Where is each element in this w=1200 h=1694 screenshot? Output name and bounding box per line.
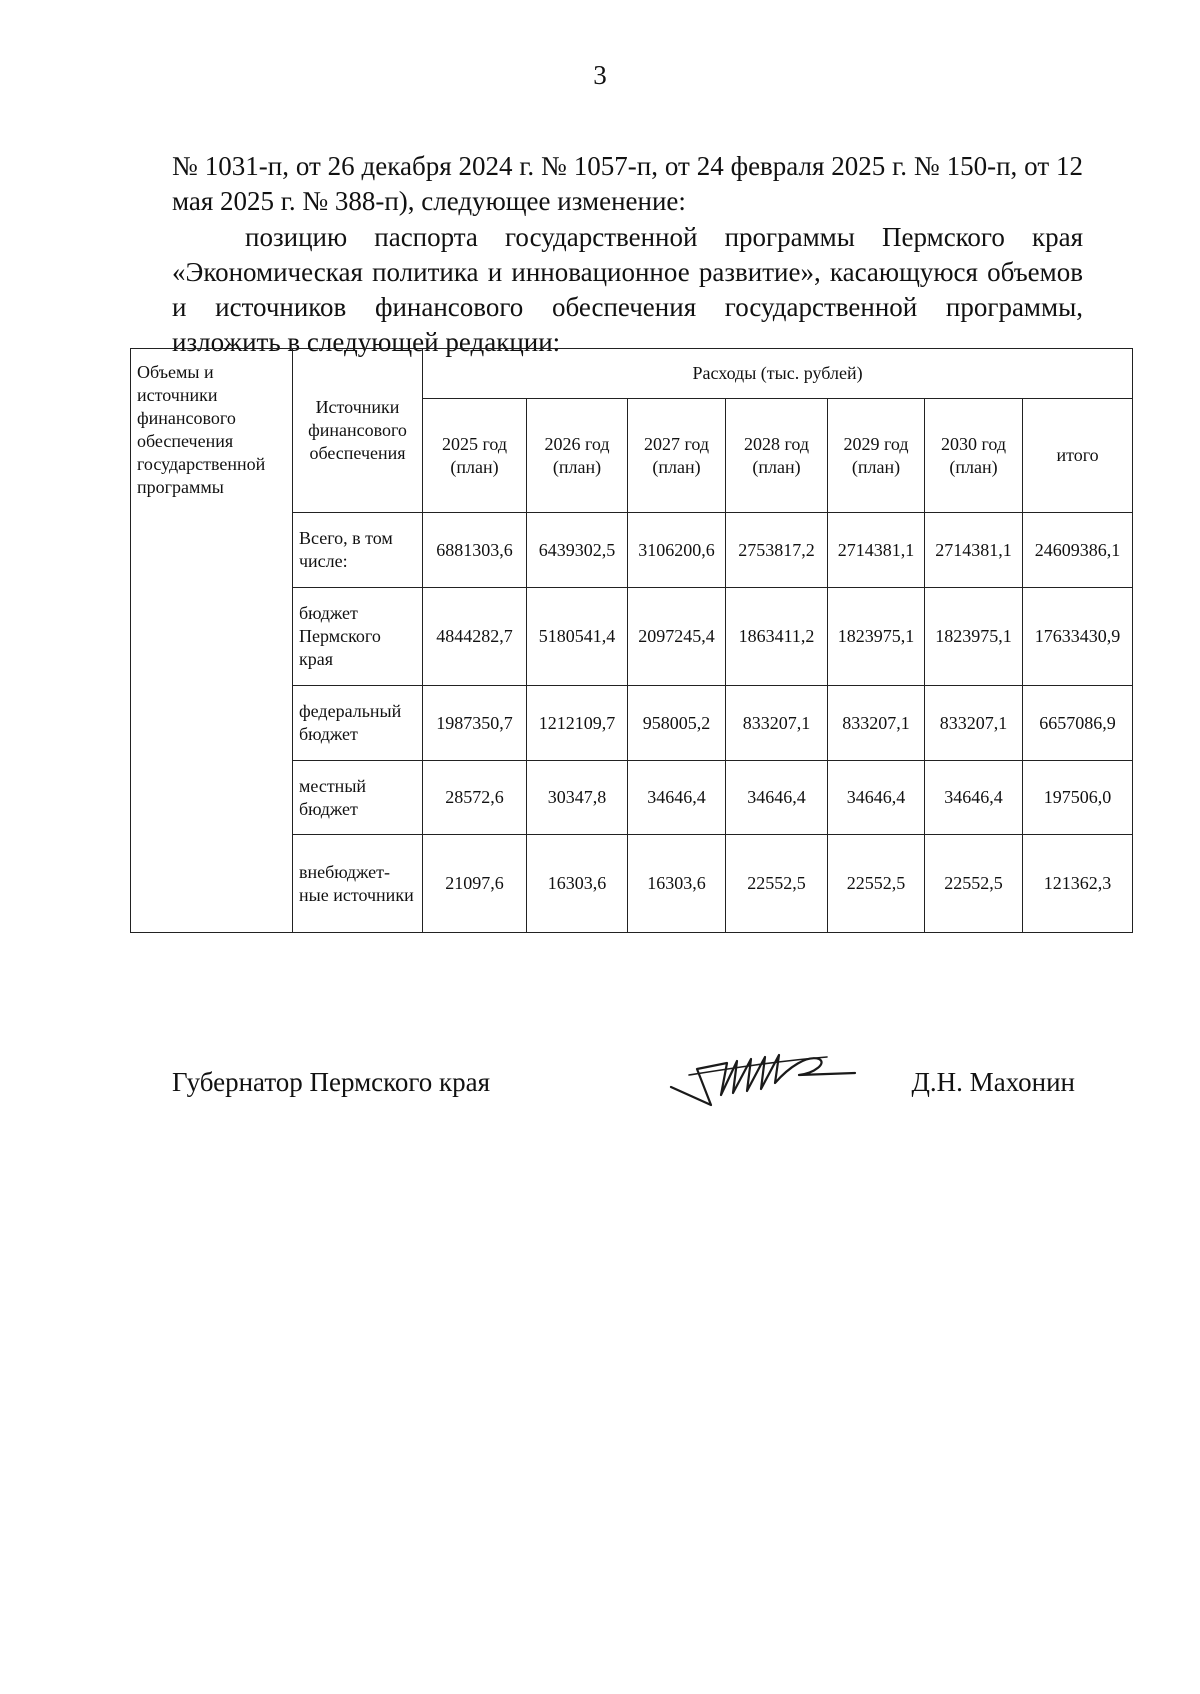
value-cell: 21097,6 bbox=[423, 835, 527, 933]
expenses-header: Расходы (тыс. рублей) bbox=[423, 349, 1133, 399]
value-cell: 121362,3 bbox=[1023, 835, 1133, 933]
value-cell: 6439302,5 bbox=[527, 513, 628, 588]
value-cell: 34646,4 bbox=[925, 761, 1023, 835]
value-cell: 34646,4 bbox=[828, 761, 925, 835]
value-cell: 1212109,7 bbox=[527, 686, 628, 761]
year-header-2030: 2030 год (план) bbox=[925, 399, 1023, 513]
table-row-label: Объемы и источники финансового обеспечения государственной программы bbox=[131, 349, 293, 933]
value-cell: 24609386,1 bbox=[1023, 513, 1133, 588]
value-cell: 1823975,1 bbox=[925, 588, 1023, 686]
signatory-name: Д.Н. Махонин bbox=[911, 1067, 1075, 1097]
value-cell: 28572,6 bbox=[423, 761, 527, 835]
total-header: итого bbox=[1023, 399, 1133, 513]
year-header-2029: 2029 год (план) bbox=[828, 399, 925, 513]
value-cell: 6657086,9 bbox=[1023, 686, 1133, 761]
value-cell: 5180541,4 bbox=[527, 588, 628, 686]
value-cell: 833207,1 bbox=[726, 686, 828, 761]
value-cell: 16303,6 bbox=[628, 835, 726, 933]
value-cell: 22552,5 bbox=[726, 835, 828, 933]
source-label: бюджет Пермского края bbox=[293, 588, 423, 686]
handwritten-signature bbox=[667, 1043, 867, 1113]
year-header-2026: 2026 год (план) bbox=[527, 399, 628, 513]
page-number: 3 bbox=[593, 60, 607, 90]
intro-paragraph: № 1031-п, от 26 декабря 2024 г. № 1057-п, от 24 февраля 2025 г. № 150-п, от 12 мая 2025 г. № 388-п), следующее изменение: bbox=[172, 151, 1083, 216]
value-cell: 30347,8 bbox=[527, 761, 628, 835]
year-header-2025: 2025 год (план) bbox=[423, 399, 527, 513]
source-label: внебюджет-ные источники bbox=[293, 835, 423, 933]
value-cell: 6881303,6 bbox=[423, 513, 527, 588]
signatory-title: Губернатор Пермского края bbox=[172, 1067, 491, 1097]
value-cell: 1987350,7 bbox=[423, 686, 527, 761]
value-cell: 34646,4 bbox=[628, 761, 726, 835]
value-cell: 22552,5 bbox=[925, 835, 1023, 933]
value-cell: 3106200,6 bbox=[628, 513, 726, 588]
value-cell: 2753817,2 bbox=[726, 513, 828, 588]
value-cell: 197506,0 bbox=[1023, 761, 1133, 835]
value-cell: 17633430,9 bbox=[1023, 588, 1133, 686]
value-cell: 1823975,1 bbox=[828, 588, 925, 686]
value-cell: 2714381,1 bbox=[828, 513, 925, 588]
value-cell: 4844282,7 bbox=[423, 588, 527, 686]
value-cell: 833207,1 bbox=[828, 686, 925, 761]
source-label: федеральный бюджет bbox=[293, 686, 423, 761]
year-header-2027: 2027 год (план) bbox=[628, 399, 726, 513]
source-label: местный бюджет bbox=[293, 761, 423, 835]
value-cell: 833207,1 bbox=[925, 686, 1023, 761]
value-cell: 22552,5 bbox=[828, 835, 925, 933]
source-label: Всего, в том числе: bbox=[293, 513, 423, 588]
year-header-2028: 2028 год (план) bbox=[726, 399, 828, 513]
financing-table bbox=[130, 348, 1133, 933]
value-cell: 2714381,1 bbox=[925, 513, 1023, 588]
value-cell: 958005,2 bbox=[628, 686, 726, 761]
amendment-paragraph: позицию паспорта государственной программы Пермского края «Экономическая политика и инновационное развитие», касающуюся объемов и источников финансового обеспечения государственной программы, изложить в следующей редакции: bbox=[172, 222, 1083, 357]
value-cell: 34646,4 bbox=[726, 761, 828, 835]
value-cell: 1863411,2 bbox=[726, 588, 828, 686]
sources-header: Источники финансового обеспечения bbox=[293, 349, 423, 513]
value-cell: 2097245,4 bbox=[628, 588, 726, 686]
value-cell: 16303,6 bbox=[527, 835, 628, 933]
